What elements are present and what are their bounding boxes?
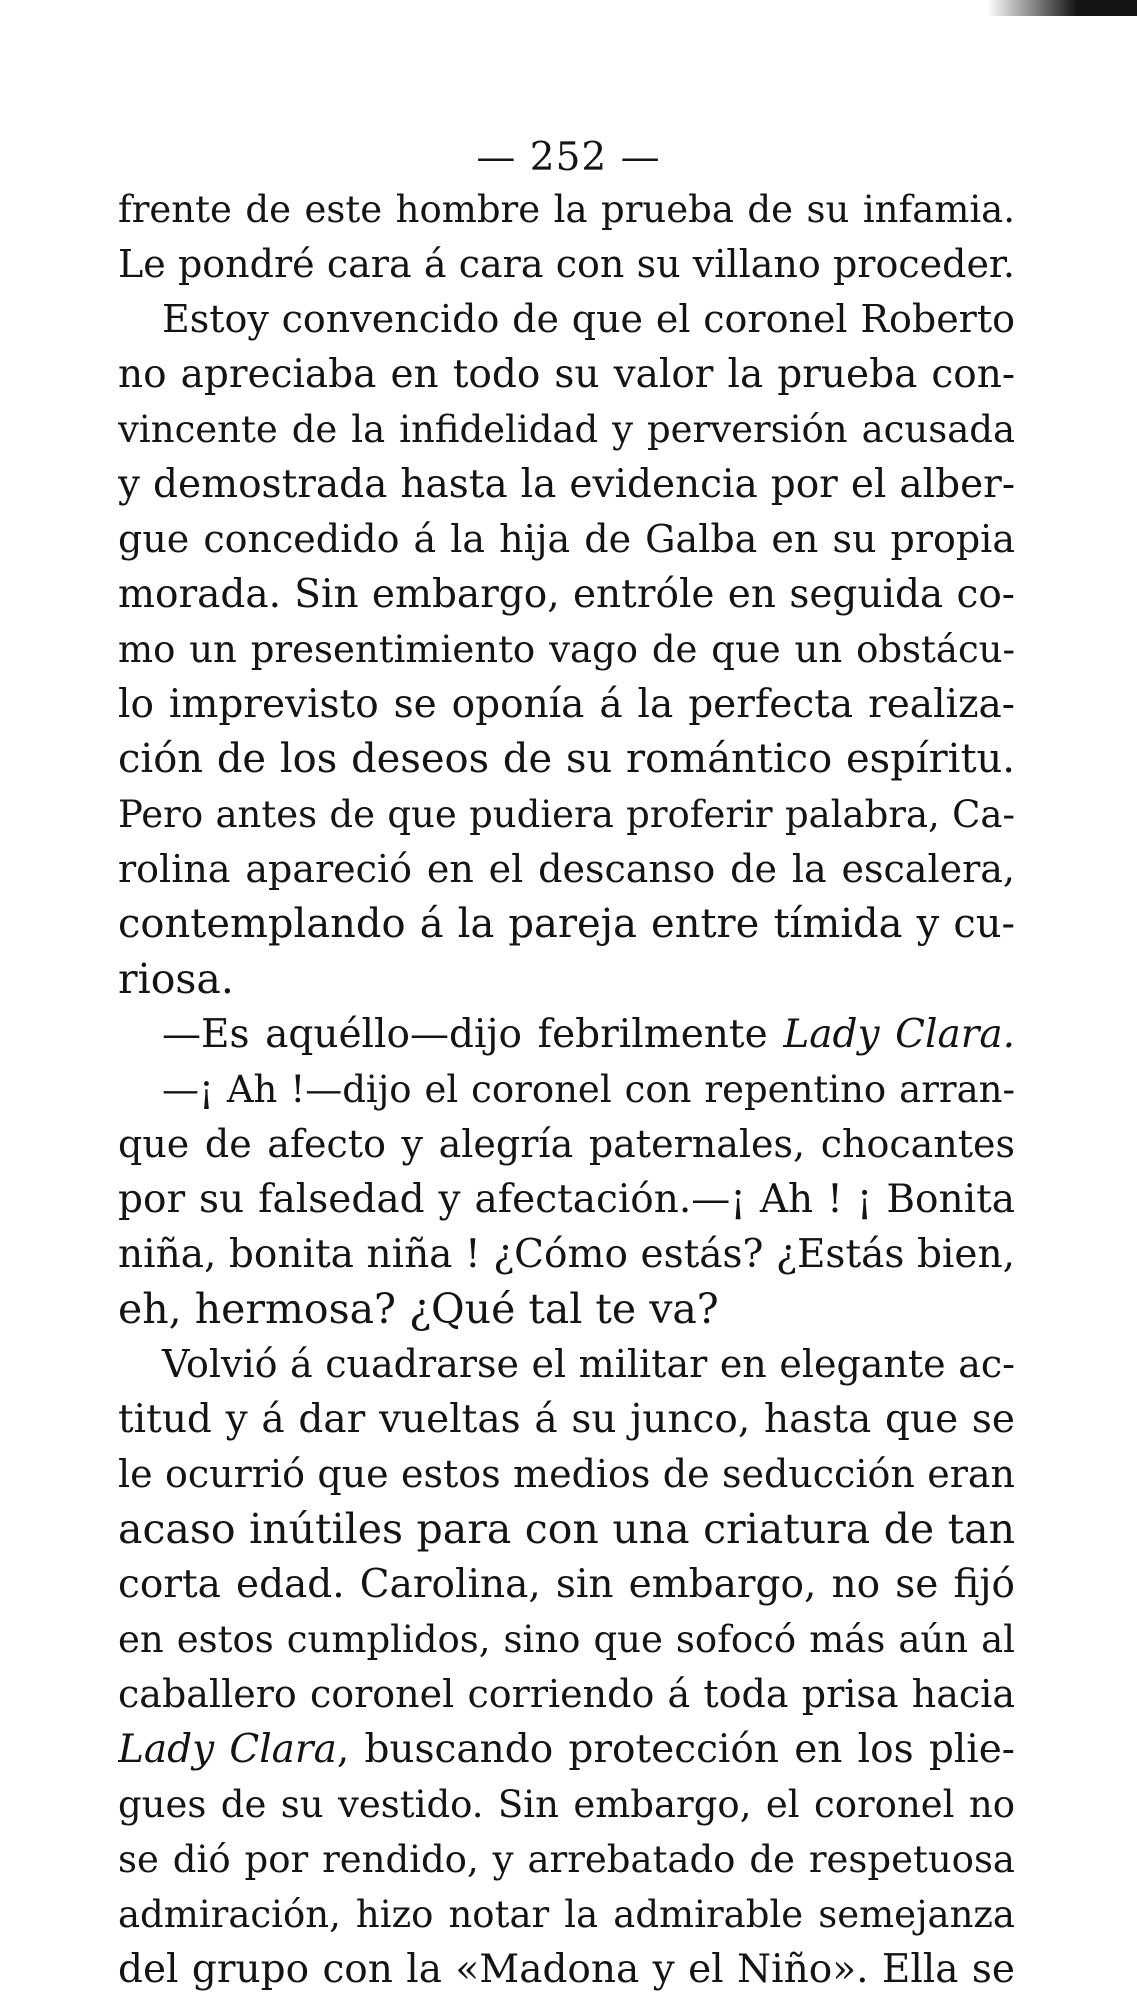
line-text: y demostrada hasta la evidencia por el alber- xyxy=(118,462,1015,507)
line-text: ción de los deseos de su romántico espíritu. xyxy=(118,736,1015,782)
text-line xyxy=(118,1447,1015,1502)
line-text: gues de su vestido. Sin embargo, el coronel no xyxy=(118,1783,1015,1826)
text-line xyxy=(118,512,1015,567)
text-line xyxy=(118,1172,1015,1227)
text-line xyxy=(118,1887,1015,1942)
line-text: —Es aquéllo—dijo febrilmente xyxy=(162,1012,784,1057)
line-text: admiración, hizo notar la admirable semejanza xyxy=(118,1893,1015,1936)
text-line xyxy=(118,1557,1015,1612)
text-line xyxy=(118,1337,1015,1392)
text-line xyxy=(118,1777,1015,1832)
text-line xyxy=(118,622,1015,677)
text-line xyxy=(118,677,1015,732)
line-text: Pero antes de que pudiera proferir palabra, Ca- xyxy=(118,793,1015,836)
line-text: morada. Sin embargo, entróle en seguida co- xyxy=(118,572,1015,617)
text-line xyxy=(118,1117,1015,1172)
line-text: rolina apareció en el descanso de la escalera, xyxy=(118,847,1015,891)
text-line xyxy=(118,842,1015,897)
text-line xyxy=(118,787,1015,842)
line-text: —¡ Ah !—dijo el coronel con repentino arran- xyxy=(162,1068,1015,1111)
line-text: Le pondré cara á cara con su villano proceder. xyxy=(118,242,1015,286)
text-line xyxy=(118,952,1015,1007)
italic-text: Lady Clara xyxy=(118,1727,337,1772)
text-line xyxy=(118,1832,1015,1887)
text-line xyxy=(118,182,1015,237)
line-text: Estoy convencido de que el coronel Roberto xyxy=(162,297,1015,341)
text-line xyxy=(118,1062,1015,1117)
line-text: caballero coronel corriendo á toda prisa hacia xyxy=(118,1672,1015,1716)
text-line xyxy=(118,1612,1015,1667)
text-line xyxy=(118,1227,1015,1282)
text-line xyxy=(118,457,1015,512)
line-text: Volvió á cuadrarse el militar en elegante ac- xyxy=(162,1342,1015,1386)
line-text: contemplando á la pareja entre tímida y cu- xyxy=(118,901,1015,947)
text-line xyxy=(118,1282,1015,1337)
text-line xyxy=(118,237,1015,292)
line-text: no apreciaba en todo su valor la prueba con- xyxy=(118,352,1015,397)
text-line xyxy=(118,292,1015,347)
line-text: titud y á dar vueltas á su junco, hasta que se xyxy=(118,1397,1015,1442)
top-edge-mark xyxy=(987,0,1137,16)
line-text: se dió por rendido, y arrebatado de respetuosa xyxy=(118,1838,1015,1881)
page-number: — 252 — xyxy=(476,135,661,180)
text-line xyxy=(118,1502,1015,1557)
text-line xyxy=(118,402,1015,457)
line-text: por su falsedad y afectación.—¡ Ah ! ¡ Bonita xyxy=(118,1177,1015,1222)
line-text: del grupo con la «Madona y el Niño». Ella se xyxy=(118,1947,1015,1992)
line-text: gue concedido á la hija de Galba en su propia xyxy=(118,517,1015,561)
line-text: , buscando protección en los plie- xyxy=(336,1727,1015,1772)
body-text xyxy=(118,182,1015,1997)
line-text: eh, hermosa? ¿Qué tal te va? xyxy=(118,1285,719,1333)
line-text: niña, bonita niña ! ¿Cómo estás? ¿Estás bien, xyxy=(118,1232,1015,1277)
text-line xyxy=(118,1007,1015,1062)
line-text: vincente de la infidelidad y perversión acusada xyxy=(118,408,1015,451)
line-text: frente de este hombre la prueba de su infamia. xyxy=(118,188,1015,231)
text-line xyxy=(118,347,1015,402)
line-text: acaso inútiles para con una criatura de tan xyxy=(118,1505,1015,1553)
line-text: lo imprevisto se oponía á la perfecta realiza- xyxy=(118,682,1015,727)
text-line xyxy=(118,1722,1015,1777)
text-line xyxy=(118,1392,1015,1447)
text-line xyxy=(118,897,1015,952)
line-text: corta edad. Carolina, sin embargo, no se fijó xyxy=(118,1562,1015,1607)
line-text: riosa. xyxy=(118,955,234,1003)
line-text: le ocurrió que estos medios de seducción eran xyxy=(118,1452,1015,1496)
text-line xyxy=(118,567,1015,622)
text-line xyxy=(118,1942,1015,1997)
text-line xyxy=(118,1667,1015,1722)
line-text: que de afecto y alegría paternales, chocantes xyxy=(118,1122,1015,1166)
line-text: en estos cumplidos, sino que sofocó más aún al xyxy=(118,1618,1015,1661)
text-line xyxy=(118,732,1015,787)
line-text: mo un presentimiento vago de que un obstácu- xyxy=(118,628,1015,671)
italic-text: Lady Clara. xyxy=(783,1012,1015,1057)
